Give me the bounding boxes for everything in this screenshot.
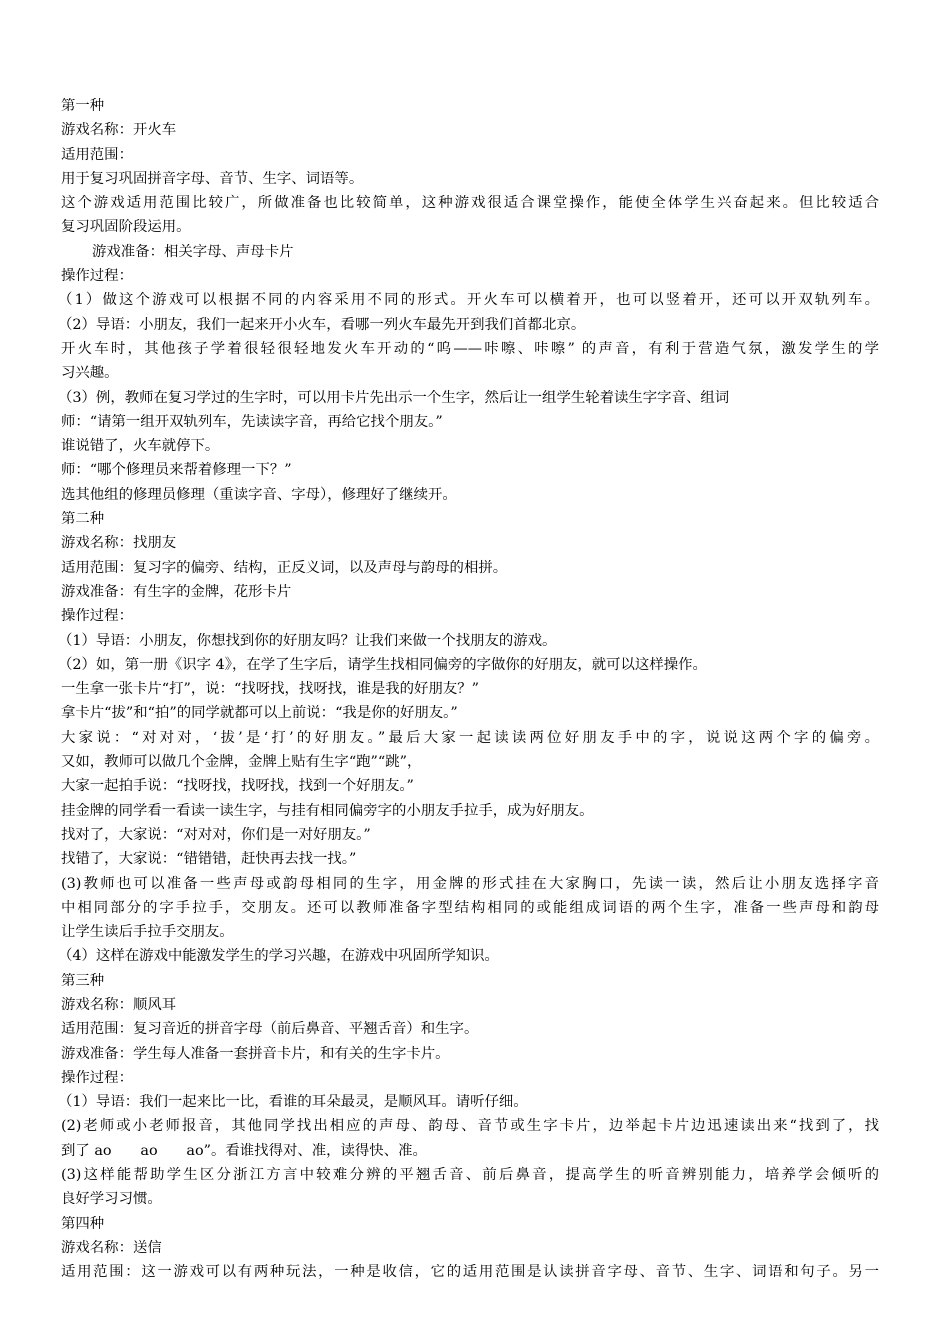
section-heading: 第四种 [61,1215,105,1232]
text-line: 拿卡片“拔”和“拍”的同学就都可以上前说：“我是你的好朋友。” [61,705,458,722]
text-line: (3)这样能帮助学生区分浙江方言中较难分辨的平翘舌音、前后鼻音，提高学生的听音辨别能力，培养学会倾听的 [61,1167,879,1184]
text-line: 让学生读后手拉手交朋友。 [61,924,234,941]
text-line: （1）导语：小朋友，你想找到你的好朋友吗？让我们来做一个找朋友的游戏。 [58,632,557,649]
game-name: 游戏名称：开火车 [61,122,177,139]
text-line: （4）这样在游戏中能激发学生的学习兴趣，在游戏中巩固所学知识。 [58,948,499,965]
procedure-label: 操作过程： [61,608,133,625]
text-line: 适用范围：复习字的偏旁、结构，正反义词，以及声母与韵母的相拼。 [61,559,508,576]
text-line: 良好学习习惯。 [61,1191,162,1208]
text-line: (2)老师或小老师报音，其他同学找出相应的声母、韵母、音节或生字卡片，边举起卡片边迅速读出来“找到了，找 [61,1118,879,1135]
game-prep: 游戏准备：有生字的金牌，花形卡片 [61,583,292,600]
text-line: 大家说：“对对对，‘拔’是‘打’的好朋友。”最后大家一起读读两位好朋友手中的字，说说这两个字的偏旁。 [61,729,879,746]
text-line: （1）导语：我们一起来比一比，看谁的耳朵最灵，是顺风耳。请听仔细。 [58,1094,528,1111]
game-name: 游戏名称：顺风耳 [61,996,177,1013]
text-line: 适用范围：这一游戏可以有两种玩法，一种是收信，它的适用范围是认读拼音字母、音节、生字、词语和句子。另一 [61,1264,879,1281]
text-line: (3)教师也可以准备一些声母或韵母相同的生字，用金牌的形式挂在大家胸口，先读一读，然后让小朋友选择字音 [61,875,879,892]
text-line: 中相同部分的字手拉手，交朋友。还可以教师准备字型结构相同的或能组成词语的两个生字，准备一些声母和韵母 [61,899,879,916]
section-heading: 第一种 [61,98,105,114]
text-line: 一生拿一张卡片“打”，说：“找呀找，找呀找，谁是我的好朋友？” [61,681,479,698]
game-name: 游戏名称：送信 [61,1239,162,1256]
text-line: 挂金牌的同学看一看读一读生字，与挂有相同偏旁字的小朋友手拉手，成为好朋友。 [61,802,594,819]
text-line: 大家一起拍手说：“找呀找，找呀找，找到一个好朋友。” [61,778,414,795]
text-line: 师：“哪个修理员来帮着修理一下？” [61,462,292,479]
section-heading: 第二种 [61,511,105,528]
game-prep: 游戏准备：相关字母、声母卡片 [92,243,294,260]
procedure-label: 操作过程： [61,268,133,285]
text-line: 用于复习巩固拼音字母、音节、生字、词语等。 [61,170,364,187]
text-line: 又如，教师可以做几个金牌，金牌上贴有生字“跑”“跳”， [61,754,422,771]
game-prep: 游戏准备：学生每人准备一套拼音卡片，和有关的生字卡片。 [61,1045,450,1062]
text-line: 找对了，大家说：“对对对，你们是一对好朋友。” [61,826,371,843]
text-line: 开火车时，其他孩子学着很轻很轻地发火车开动的“呜——咔嚓、咔嚓” 的声音，有利于营造气氛，激发学生的学 [61,340,879,357]
text-line: 这个游戏适用范围比较广，所做准备也比较简单，这种游戏很适合课堂操作，能使全体学生兴奋起来。但比较适合 [61,195,879,212]
text-line: 谁说错了，火车就停下。 [61,438,220,455]
text-line: 师：“请第一组开双轨列车，先读读字音，再给它找个朋友。” [61,413,443,430]
text-line: 到了 ao ao ao”。看谁找得对、准，读得快、准。 [61,1142,427,1159]
scope-label: 适用范围： [61,146,133,163]
section-heading: 第三种 [61,972,105,989]
text-line: （1）做这个游戏可以根据不同的内容采用不同的形式。开火车可以横着开，也可以竖着开，还可以开双轨列车。 [58,292,879,309]
document-page [58,94,879,1285]
text-line: 选其他组的修理员修理（重读字音、字母），修理好了继续开。 [61,486,457,503]
text-line: （2）导语：小朋友，我们一起来开小火车，看哪一列火车最先开到我们首都北京。 [58,316,586,333]
text-line: 适用范围：复习音近的拼音字母（前后鼻音、平翘舌音）和生字。 [61,1021,479,1038]
text-line: （2）如，第一册《识字 4》，在学了生字后，请学生找相同偏旁的字做你的好朋友，就可以这样操作。 [58,656,707,673]
text-line: 找错了，大家说：“错错错，赶快再去找一找。” [61,851,357,868]
procedure-label: 操作过程： [61,1069,133,1086]
game-name: 游戏名称：找朋友 [61,535,177,552]
text-line: 习兴趣。 [61,365,119,382]
text-line: 复习巩固阶段运用。 [61,219,191,236]
text-line: （3）例，教师在复习学过的生字时，可以用卡片先出示一个生字，然后让一组学生轮着读生字字音、组词 [58,389,730,406]
